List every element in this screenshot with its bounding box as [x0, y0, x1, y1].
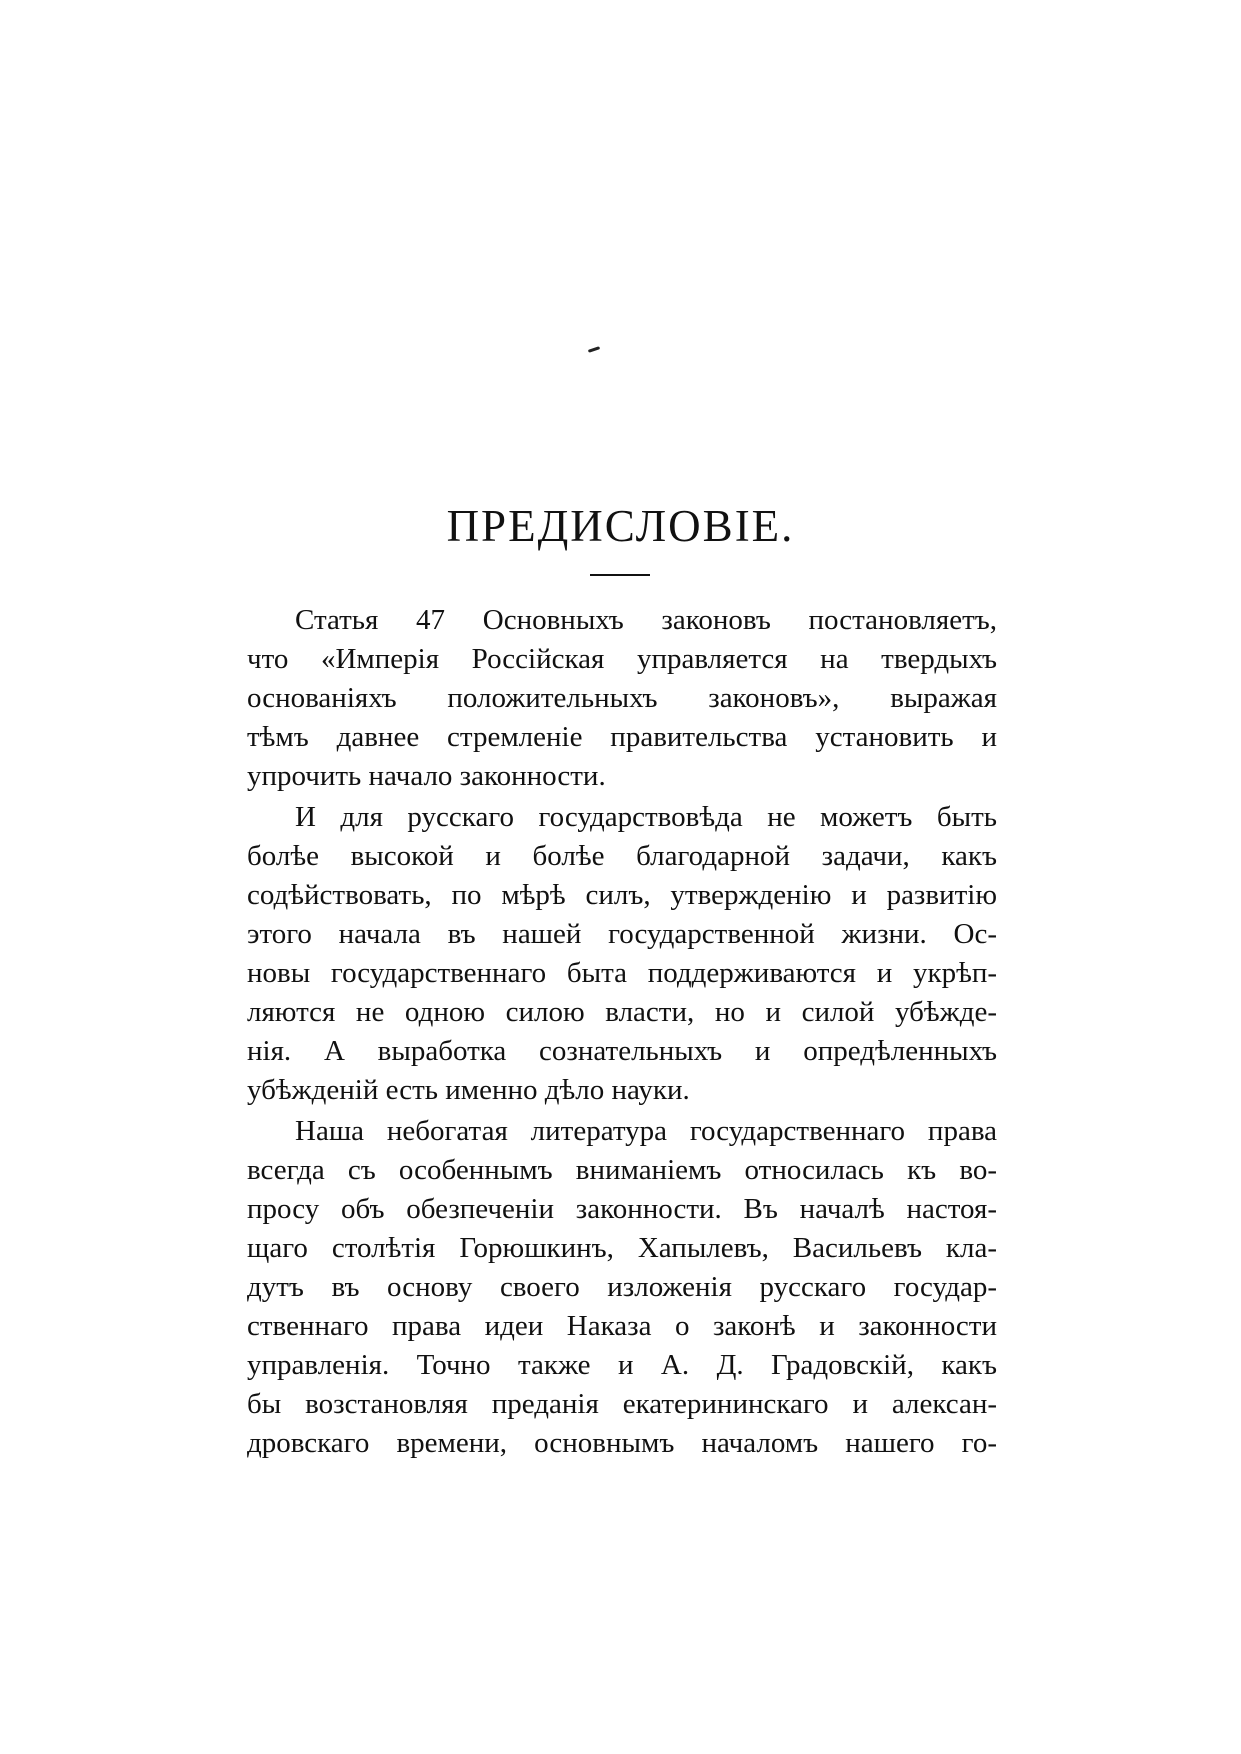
text-line: убѣжденій есть именно дѣло науки. [247, 1074, 690, 1106]
paragraph [247, 1112, 997, 1463]
text-line: основаніяхъ положительныхъ законовъ», выражая [247, 682, 997, 714]
text-line: дровскаго времени, основнымъ началомъ нашего го- [247, 1427, 997, 1459]
body-text [247, 601, 997, 1463]
text-line: бы возстановляя преданія екатерининскаго и алексан- [247, 1388, 997, 1420]
ink-speck [588, 346, 600, 353]
text-line: тѣмъ давнее стремленіе правительства установить и [247, 721, 997, 753]
text-line: Наша небогатая литература государственнаго права [295, 1115, 997, 1147]
text-line: Статья 47 Основныхъ законовъ постановляетъ, [295, 604, 997, 636]
text-line: новы государственнаго быта поддерживаются и укрѣп- [247, 957, 997, 989]
text-line: нія. А выработка сознательныхъ и опредѣленныхъ [247, 1035, 997, 1067]
text-line: И для русскаго государствовѣда не можетъ быть [295, 801, 997, 833]
text-line: упрочить начало законности. [247, 760, 606, 792]
text-line: всегда съ особеннымъ вниманіемъ относилась къ во- [247, 1154, 997, 1186]
text-line: содѣйствовать, по мѣрѣ силъ, утвержденію и развитію [247, 879, 997, 911]
title-rule [590, 574, 650, 576]
text-line: этого начала въ нашей государственной жизни. Ос- [247, 918, 997, 950]
text-line: ляются не одною силою власти, но и силой убѣжде- [247, 996, 997, 1028]
paragraph [247, 798, 997, 1110]
text-line: что «Имперія Россійская управляется на твердыхъ [247, 643, 997, 675]
text-line: управленія. Точно также и А. Д. Градовскій, какъ [247, 1349, 997, 1381]
text-line: щаго столѣтія Горюшкинъ, Хапылевъ, Васильевъ кла- [247, 1232, 997, 1264]
paragraph [247, 601, 997, 796]
chapter-title: ПРЕДИСЛОВІЕ. [446, 501, 795, 551]
text-line: болѣе высокой и болѣе благодарной задачи, какъ [247, 840, 997, 872]
text-line: просу объ обезпеченіи законности. Въ началѣ настоя- [247, 1193, 997, 1225]
text-line: ственнаго права идеи Наказа о законѣ и законности [247, 1310, 997, 1342]
text-line: дутъ въ основу своего изложенія русскаго государ- [247, 1271, 997, 1303]
